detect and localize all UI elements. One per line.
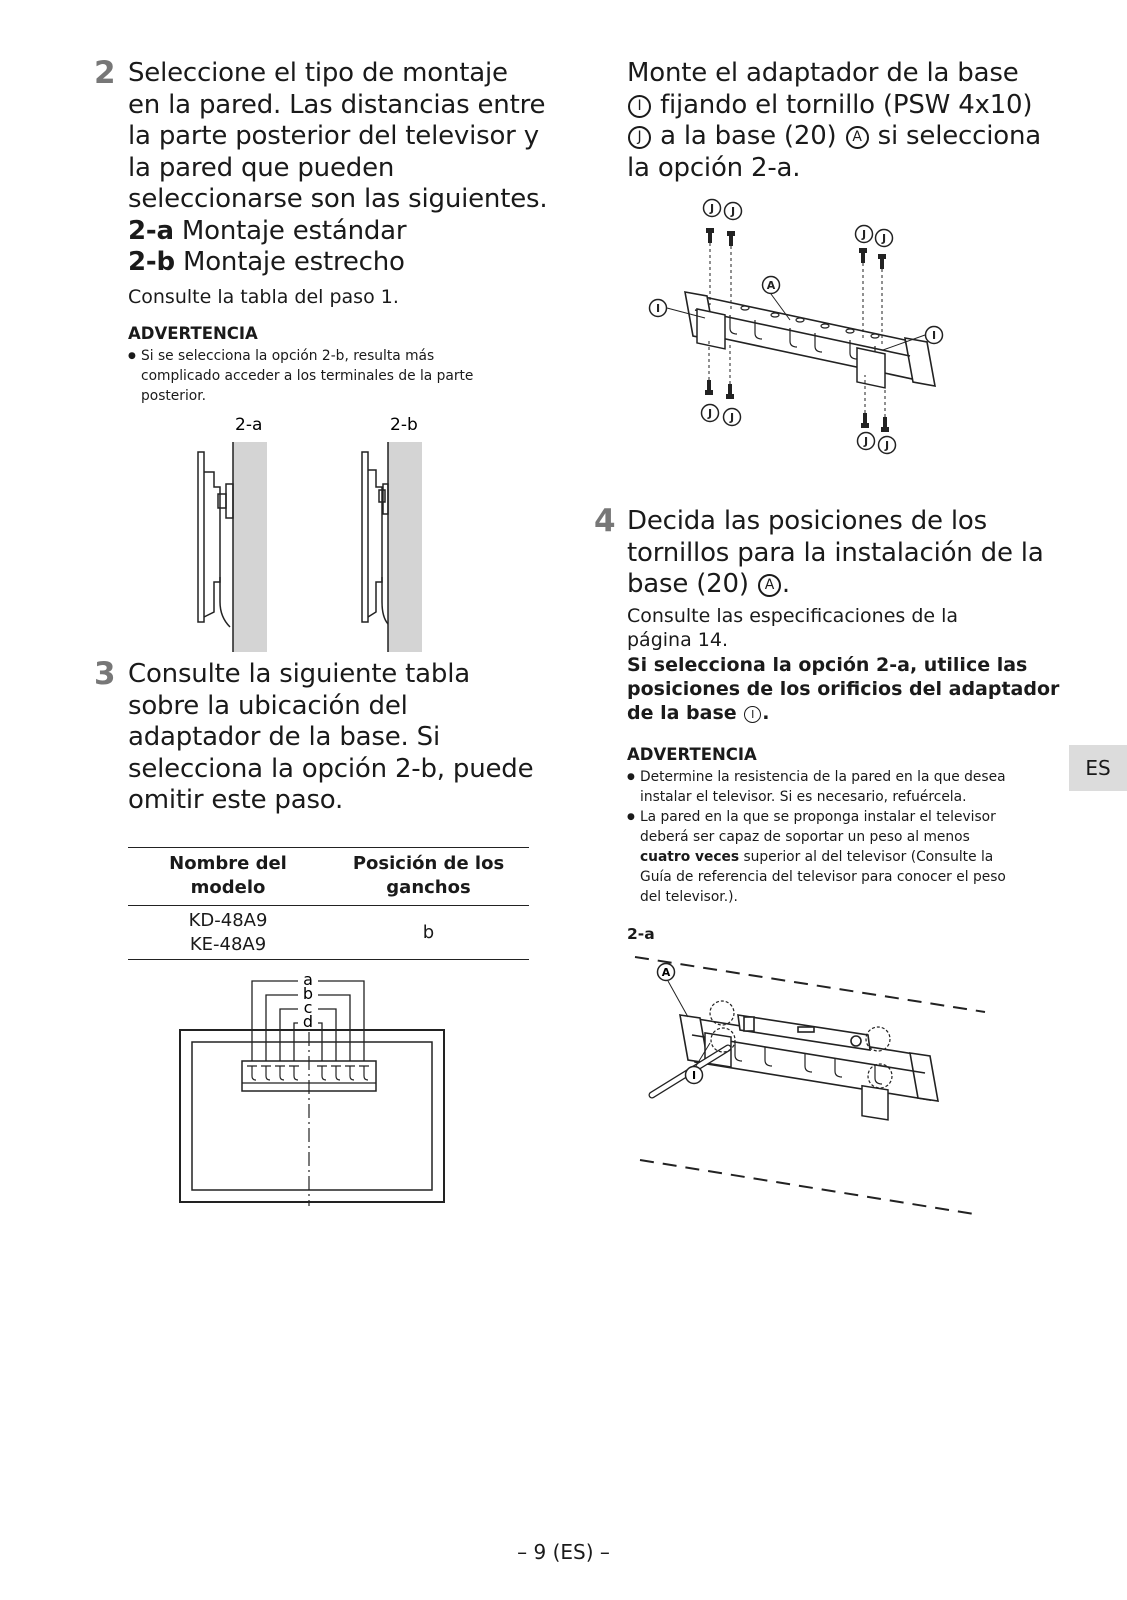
fig-label-2a: 2-a (235, 415, 263, 435)
hook-position-table (128, 847, 529, 960)
warning-line: ● La pared en la que se proponga instalar el televisor (640, 809, 996, 825)
warning-line: instalar el televisor. Si es necesario, refuércela. (640, 789, 967, 805)
label-j: J (730, 205, 736, 218)
warning-line: complicado acceder a los terminales de la parte (141, 368, 474, 384)
tv-rear-hook-figure (180, 970, 450, 1210)
step-4-note (627, 604, 958, 652)
bold-note-part: . (762, 702, 770, 724)
mark-i-icon: I (628, 95, 651, 118)
mark-a-icon: A (758, 574, 781, 597)
label-j: J (861, 228, 867, 241)
step-2-note: Consulte la tabla del paso 1. (128, 286, 399, 308)
step-3-heading (128, 659, 533, 817)
step-3b-text (627, 58, 1041, 184)
option-2b-text: Montaje estrecho (182, 247, 405, 277)
model-name: KE-48A9 (189, 934, 267, 955)
tv-outer-frame (180, 1030, 444, 1202)
header-line: modelo (190, 877, 266, 898)
warning-line: del televisor.). (640, 889, 738, 905)
warning-line: deberá ser capaz de soportar un peso al menos (640, 829, 970, 845)
step-4-warning-list (627, 767, 1047, 907)
label-i: I (691, 1069, 697, 1082)
step-3-line: selecciona la opción 2-b, puede (128, 753, 534, 784)
warning-line: posterior. (141, 388, 207, 404)
mark-j-icon: J (628, 126, 651, 149)
step-3b-text-part: fijando el tornillo (PSW 4x10) (652, 89, 1033, 120)
step-2-line: la parte posterior del televisor y (128, 121, 539, 151)
wall-2a (233, 442, 267, 652)
warning-bold: cuatro veces (640, 849, 740, 865)
step-4-note-line: página 14. (627, 629, 728, 651)
hook-label-b: b (302, 984, 314, 1003)
step-4-note-line: Consulte las especificaciones de la (627, 605, 959, 627)
label-j: J (707, 407, 713, 420)
wall-edge-bottom (640, 1160, 980, 1215)
bold-note-line: Si selecciona la opción 2-a, utilice las (627, 654, 1028, 676)
step-4-line: tornillos para la instalación de la (627, 537, 1044, 568)
label-i: I (931, 329, 937, 342)
step-3-line: omitir este paso. (128, 785, 344, 815)
step-2-line: en la pared. Las distancias entre (128, 89, 546, 120)
step-4-line: Decida las posiciones de los (627, 506, 987, 536)
step-2-line: Seleccione el tipo de montaje (128, 58, 508, 88)
option-2a (128, 216, 547, 248)
step-4-text-part: . (781, 569, 790, 599)
label-a: A (766, 279, 776, 292)
label-j: J (881, 232, 887, 245)
step-3-line: sobre la ubicación del (128, 690, 408, 721)
language-tab: ES (1069, 745, 1127, 791)
header-line: ganchos (386, 877, 471, 898)
tv-side-2b (362, 452, 388, 624)
option-2a-code: 2-a (128, 215, 174, 246)
base-adapter-assembly-figure (655, 200, 965, 470)
option-2a-text: Montaje estándar (181, 215, 407, 246)
step-3-line: adaptador de la base. Si (128, 722, 440, 752)
step-2-number: 2 (94, 55, 116, 91)
bold-note-part: de la base (627, 702, 744, 724)
step-3-line: Consulte la siguiente tabla (128, 659, 470, 689)
hook-label-c: c (303, 998, 313, 1017)
bold-note-line (627, 701, 1059, 725)
table-header-position (328, 848, 529, 906)
model-name: KD-48A9 (188, 910, 268, 931)
step-3b-line (627, 121, 1041, 153)
warning-line (640, 847, 1047, 867)
step-4-line (627, 569, 1044, 601)
step-3b-line: la opción 2-a. (627, 152, 801, 183)
step-4-figure-label: 2-a (627, 925, 655, 943)
bold-note-line: posiciones de los orificios del adaptador (627, 678, 1060, 700)
table-header-row (128, 848, 529, 906)
warning-item (627, 807, 1047, 907)
table-cell-models (128, 906, 328, 960)
label-a: A (661, 966, 671, 979)
step-2-heading (128, 58, 547, 279)
label-j: J (863, 435, 869, 448)
warning-line: ● Si se selecciona la opción 2-b, resulta más (141, 348, 435, 364)
mark-i-icon: I (744, 706, 761, 723)
base-adapter-right (857, 348, 885, 388)
step-2-warning-title: ADVERTENCIA (128, 324, 258, 343)
warning-line: Guía de referencia del televisor para conocer el peso (640, 869, 1006, 885)
mount-distance-figure (190, 412, 440, 652)
wall-2b (388, 442, 422, 652)
step-3b-text-part: si selecciona (869, 121, 1041, 151)
step-2-line: seleccionarse son las siguientes. (128, 184, 548, 214)
step-4-heading (627, 506, 1044, 601)
hook-label-a: a (303, 970, 313, 989)
step-4-bold-note (627, 653, 1059, 725)
warning-text: superior al del televisor (Consulte la (739, 849, 994, 865)
header-line: Nombre del (169, 853, 287, 874)
header-line: Posición de los (352, 853, 505, 874)
step-2-warning-list (128, 346, 473, 406)
label-j: J (729, 411, 735, 424)
wall-marking-figure (630, 955, 990, 1215)
step-2-line: la pared que pueden (128, 152, 395, 183)
label-j: J (884, 439, 890, 452)
table-header-model (128, 848, 328, 906)
table-cell-position: b (422, 921, 435, 943)
fig-label-2b: 2-b (390, 415, 418, 435)
hook-label-d: d (302, 1012, 314, 1031)
page-number: – 9 (ES) – (517, 1540, 610, 1564)
table-row (128, 906, 529, 960)
step-3b-line: Monte el adaptador de la base (627, 58, 1019, 88)
option-2b-code: 2-b (128, 247, 175, 277)
step-4-text-part: base (20) (627, 569, 757, 599)
base-adapter-left (697, 309, 725, 349)
mark-a-icon: A (846, 126, 869, 149)
wall-edge-top (635, 957, 985, 1012)
step-3-number: 3 (94, 656, 116, 692)
warning-item (128, 346, 473, 406)
label-j: J (709, 202, 715, 215)
step-4-warning-title: ADVERTENCIA (627, 745, 757, 764)
option-2b (128, 247, 547, 279)
label-i: I (655, 302, 661, 315)
step-3b-line (627, 90, 1041, 122)
tv-side-2a (198, 452, 233, 627)
warning-line: ● Determine la resistencia de la pared en la que desea (640, 769, 1006, 785)
warning-item (627, 767, 1047, 807)
step-4-number: 4 (594, 503, 616, 539)
step-3b-text-part: a la base (20) (652, 121, 845, 151)
